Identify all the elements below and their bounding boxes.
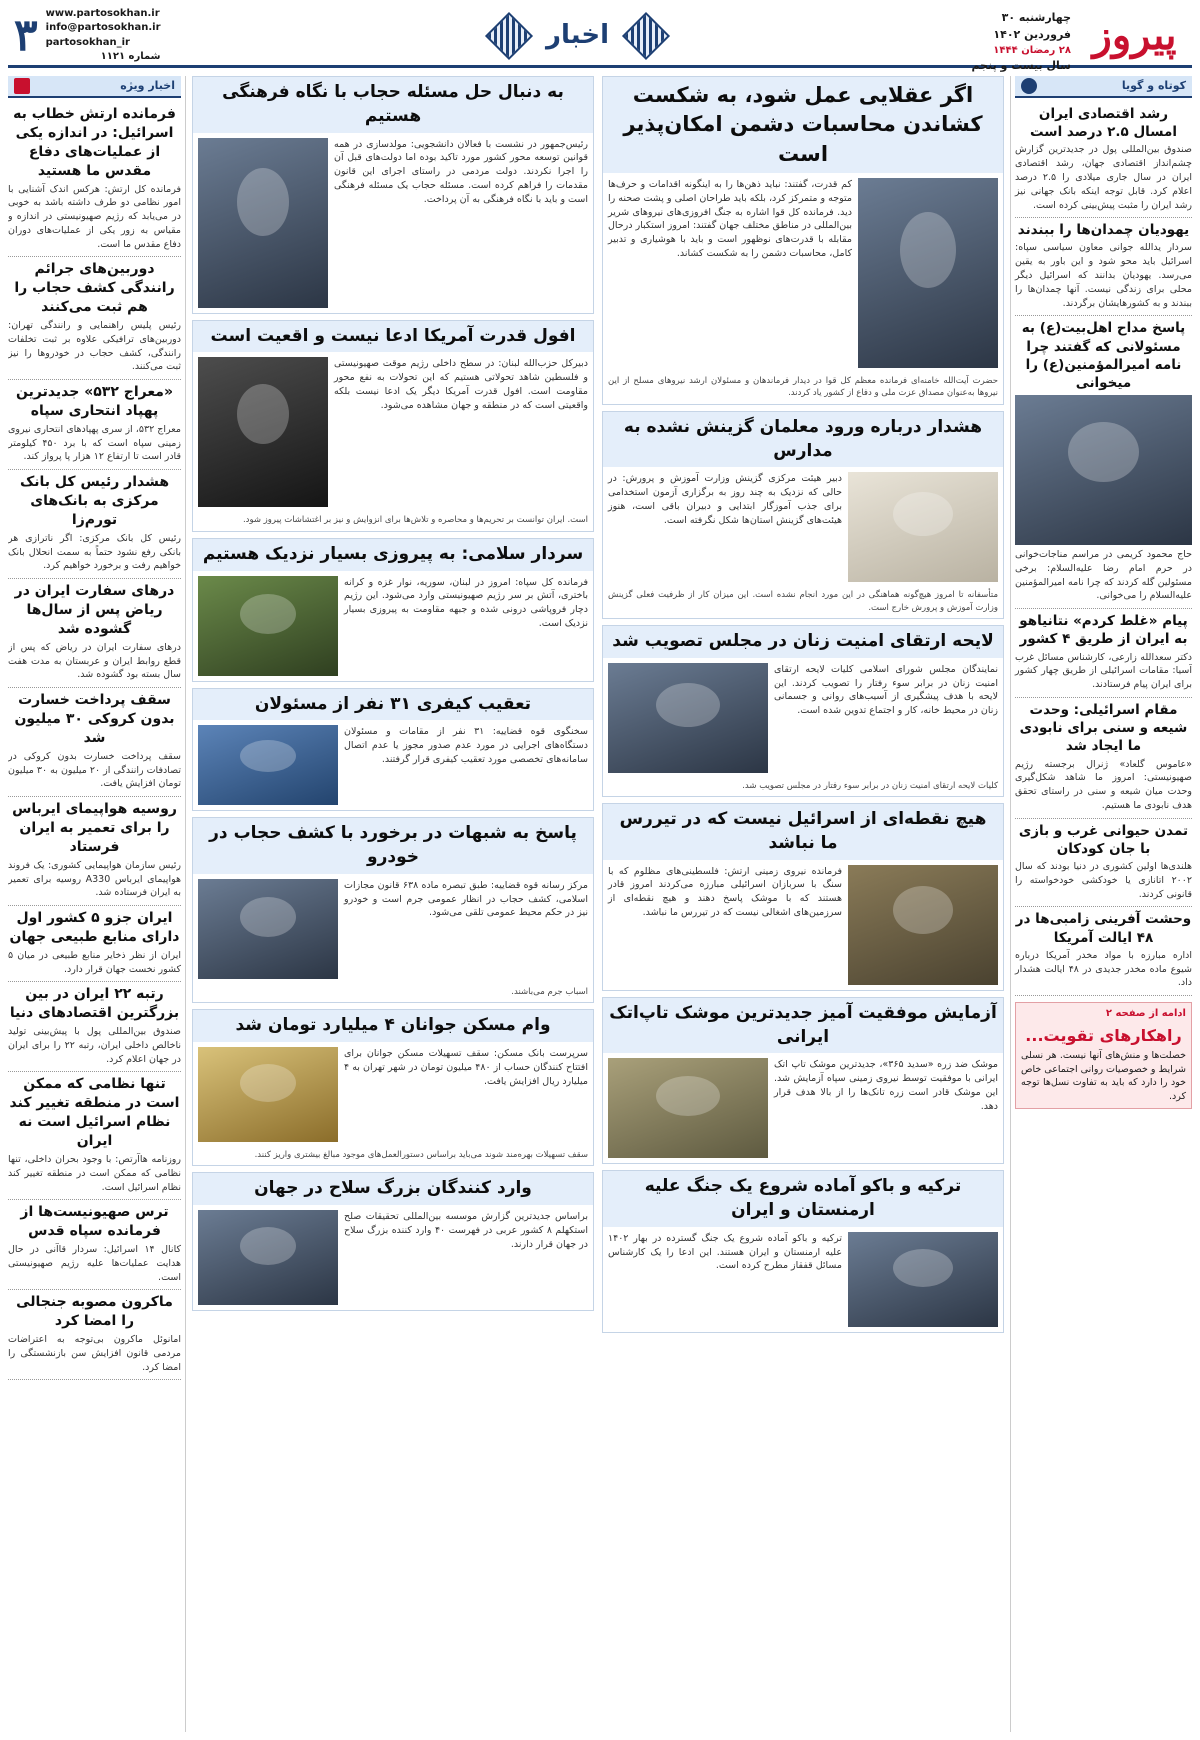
volume-year: سال بیست و پنجم [971, 59, 1071, 72]
issue-number: شماره ۱۱۲۱ [100, 51, 161, 62]
story-text: سرپرست بانک مسکن: سقف تسهیلات مسکن جوانان برای افتتاح کنندگان حساب از ۴۸۰ میلیون تومان در شهر تهران به ۴ میلیارد ریال افزایش یافت. [344, 1048, 588, 1087]
brief-title: سقف پرداخت خسارت بدون کروکی ۳۰ میلیون شد [14, 692, 175, 746]
news-story[interactable] [602, 1170, 1004, 1333]
brief-item[interactable] [8, 1200, 181, 1290]
story-text: فرمانده کل سپاه: امروز در لبنان، سوریه، نوار غزه و کرانه باختری، آتش بر سر رژیم صهیونیستی وارد می‌شود. این رژیم دچار فروپاشی درونی شده و جبهه مقاومت به پیروزی بسیار نزدیک است. [344, 576, 588, 629]
tv-expert-photo [848, 1232, 998, 1327]
brief-text: دکتر سعدالله زارعی، کارشناس مسائل غرب آسیا: مقامات اسرائیلی از طریق چهار کشور برای ایران پیام فرستادند. [1015, 651, 1192, 691]
brief-text: معراج ۵۳۲، از سری پهپادهای انتحاری نیروی زمینی سپاه است که با برد ۴۵۰ کیلومتر قادر است تا ارتفاع ۱۲ هزار پا پرواز کند. [8, 423, 181, 463]
special-news-column [8, 76, 186, 1732]
continued-title: راهکارهای تقویت... [1025, 1025, 1182, 1045]
brief-title: مقام اسرائیلی: وحدت شیعه و سنی برای نابودی ما ایجاد شد [1019, 701, 1188, 755]
column-header [8, 76, 181, 98]
story-text: براساس جدیدترین گزارش موسسه بین‌المللی تحقیقات صلح استکهلم ۸ کشور عربی در فهرست ۴۰ وارد کننده بزرگ سلاح در جهان قرار دارند. [344, 1211, 588, 1250]
news-story[interactable] [192, 538, 594, 682]
news-story[interactable] [602, 411, 1004, 619]
brief-text: رئیس سازمان هواپیمایی کشوری: یک فروند هواپیمای ایرباس A330 روسیه برای تعمیر به ایران فرستاده شد. [8, 859, 181, 899]
continued-text: خصلت‌ها و منش‌های آنها نیست. هر نسلی شرایط و خصوصیات روانی اجتماعی خاص خود را دارد که باید به تفاوت نسل‌ها توجه کرد. [1021, 1049, 1186, 1103]
story-headline: هشدار درباره ورود معلمان گزینش نشده به مدارس [603, 412, 1003, 468]
page-number: ۳ [14, 9, 38, 61]
story-headline: وارد کنندگان بزرگ سلاح در جهان [193, 1173, 593, 1205]
car-driver-photo [198, 879, 338, 979]
section-banner [208, 6, 947, 65]
brief-title: تمدن حیوانی غرب و بازی با جان کودکان [1018, 822, 1189, 857]
news-story[interactable] [192, 1009, 594, 1166]
brief-title: یهودیان چمدان‌ها را ببندند [1017, 222, 1190, 239]
brief-text: رئیس کل بانک مرکزی: اگر ناترازی هر بانکی رفع نشود حتماً به سمت انحلال بانک خواهیم رفت و برخورد خواهیم کرد. [8, 532, 181, 572]
brief-title: رشد اقتصادی ایران امسال ۲.۵ درصد است [1030, 106, 1177, 141]
story-text: نمایندگان مجلس شورای اسلامی کلیات لایحه ارتقای امنیت زنان در برابر سوء رفتار را تصویب کردند. این لایحه با هدف پیشگیری از آسیب‌های روانی و جسمانی زنان در محیط خانه، کار و اجتماع تدوین شده است. [774, 663, 998, 717]
brief-text: سقف پرداخت خسارت بدون کروکی در تصادفات رانندگی از ۲۰ میلیون به ۳۰ میلیون تومان افزایش یافت. [8, 750, 181, 790]
contact-block [8, 6, 208, 65]
missile-vehicle-photo [608, 1058, 768, 1158]
story-text: دبیر هیئت مرکزی گزینش وزارت آموزش و پرورش: در حالی که نزدیک به چند روز به برگزاری آزمون استخدامی برای جذب آموزگار ابتدایی و دبیران باقی است، هنوز هیئت‌های گزینش استان‌ها شکل نگرفته است. [608, 473, 842, 526]
brief-title: فرمانده ارتش خطاب به اسرائیل: در اندازه یکی از عملیات‌های دفاع مقدس ما هستید [13, 106, 176, 179]
news-story[interactable] [192, 688, 594, 812]
brief-text: فرمانده کل ارتش: هرکس اندک آشنایی با امور نظامی دو طرف داشته باشد به خوبی در می‌یابد که رژیم صهیونیستی در اندازه و مقیاس به زور یکی از عملیات‌های دوران دفاع مقدس ما است. [8, 183, 181, 250]
column-header [1015, 76, 1192, 98]
brief-text: صندوق بین‌المللی پول با پیش‌بینی تولید ناخالص داخلی ایران، رتبه ۲۲ را برای ایران در جهان اعلام کرد. [8, 1026, 182, 1065]
brief-text: سردار یدالله جوانی معاون سیاسی سپاه: اسرائیل باید محو شود و این باور به یقین می‌رسد. یهودیان بدانند که اسرائیل دیگر محلی برای زندگی نیست. آنها چمدان‌ها را ببندند و به کشورهایشان برگردند. [1015, 242, 1192, 309]
story-column-b [192, 76, 594, 1732]
story-headline: لایحه ارتقای امنیت زنان در مجلس تصویب شد [603, 626, 1003, 658]
section-title: اخبار [546, 19, 609, 50]
story-text: دبیرکل حزب‌الله لبنان: در سطح داخلی رژیم موقت صهیونیستی و فلسطین شاهد تحولاتی هستیم که این تحولات به نفع محور مقاومت است. افول قدرت آمریکا دیگر یک ادعا نیست بلکه واقعیتی است که در منطقه و جهان مشاهده می‌شود. [334, 358, 588, 411]
brief-text: هلندی‌ها اولین کشوری در دنیا بودند که سال ۲۰۰۲ اتانازی یا خودکشی خودخواسته را قانونی کردند. [1015, 861, 1192, 900]
brief-item[interactable] [8, 470, 181, 579]
brief-item[interactable] [1015, 316, 1192, 609]
brief-item[interactable] [1015, 102, 1192, 218]
brief-text: درهای سفارت ایران در ریاض که پس از قطع روابط ایران و عربستان به مدت هفت سال بسته بود گشوده شد. [8, 641, 181, 681]
story-column-a [602, 76, 1004, 1732]
story-text: کم قدرت، گفتند: نباید ذهن‌ها را به اینگونه اقدامات و حرف‌ها متوجه و متمرکز کرد، بلکه باید طراحان اصلی و پشت صحنه را دید. فرمانده کل قوا اشاره به جنگ افروزی‌های نیروهای شریر بین‌المللی در مناطق مختلف جهان گفتند: امروز استکبار درحال مقابله با قدرت‌های نوظهور است و باید با هوشیاری و تدبیر کامل، محاسبات دشمن را به شکست کشاند. [608, 179, 852, 259]
brief-title: ترس صهیونیست‌ها از فرمانده سپاه قدس [20, 1204, 169, 1240]
news-story[interactable] [192, 817, 594, 1003]
news-story[interactable] [192, 320, 594, 532]
news-story[interactable] [602, 997, 1004, 1165]
brief-text: حاج محمود کریمی در مراسم مناجات‌خوانی در حرم امام رضا علیه‌السلام: برخی مسئولین گله کردند که چرا نامه امیرالمؤمنین علیه‌السلام را می‌خوانی. [1015, 549, 1192, 602]
exam-sheet-photo [848, 472, 998, 582]
brief-title: وحشت آفرینی زامبی‌ها در ۴۸ ایالت آمریکا [1015, 911, 1192, 946]
newspaper-logo [1077, 6, 1192, 65]
judiciary-spokesman-photo [198, 725, 338, 805]
leader-photo [858, 178, 998, 368]
email-link[interactable]: info@partosokhan.ir [45, 22, 161, 33]
brief-text: صندوق بین‌المللی پول در جدیدترین گزارش چشم‌انداز اقتصادی جهان، رشد اقتصادی ایران در سال جاری میلادی را ۲.۵ درصد اعلام کرد. قابل توجه اینکه بانک جهانی نیز رشد ایران را مثبت پیش‌بینی کرده است. [1015, 144, 1192, 211]
brief-title: روسیه هواپیمای ایرباس را برای تعمیر به ایران فرستاد [12, 801, 177, 855]
brief-text: روزنامه هاآرتص: با وجود بحران داخلی، تنها نظامی که ممکن است در منطقه تغییر کند نظام اسرائیل است. [8, 1154, 181, 1193]
story-headline: به دنبال حل مسئله حجاب با نگاه فرهنگی هستیم [193, 77, 593, 133]
brief-title: «معراج ۵۳۲» جدیدترین پهپاد انتحاری سپاه [16, 384, 173, 420]
date-lunar: ۲۸ رمضان ۱۴۴۴ [993, 45, 1071, 56]
news-story[interactable] [602, 625, 1004, 797]
brief-title: تنها نظامی که ممکن است در منطقه تغییر کند نظام اسرائیل است نه ایران [9, 1076, 180, 1150]
brief-item[interactable] [8, 257, 181, 380]
photo-caption: کلیات لایحه ارتقای امنیت زنان در برابر سوء رفتار در مجلس تصویب شد. [742, 780, 998, 791]
story-text: سخنگوی قوه قضاییه: ۳۱ نفر از مقامات و مسئولان دستگاه‌های اجرایی در مورد عدم صدور مجوز یا عدم اتصال سامانه‌های تخصصی مورد تعقیب کیفری قرار گرفتند. [344, 726, 588, 765]
lead-story[interactable] [602, 76, 1004, 405]
house-coins-photo [198, 1047, 338, 1142]
brief-title: پیام «غلط کردم» نتانیاهو به ایران از طریق ۴ کشور [1019, 613, 1188, 648]
date-block [947, 6, 1077, 72]
brief-text: «عاموس گلعاد» ژنرال برجسته رژیم صهیونیستی: امروز ما شاهد شکل‌گیری وحدت میان شیعه و سنی در راستای تحقق هدف نابودی ما هستیم. [1015, 758, 1192, 811]
column-title: اخبار ویژه [120, 79, 175, 93]
hezbollah-leader-photo [198, 357, 328, 507]
brief-title: ماکرون مصوبه جنجالی را امضا کرد [16, 1294, 173, 1330]
brief-item[interactable] [1015, 819, 1192, 908]
logo-text: پیروز [1092, 11, 1177, 59]
continued-article[interactable] [1015, 1002, 1192, 1109]
story-headline: ترکیه و باکو آماده شروع یک جنگ علیه ارمنستان و ایران [603, 1171, 1003, 1227]
brief-item[interactable] [8, 380, 181, 470]
bullet-icon [1021, 78, 1037, 94]
commander-photo [848, 865, 998, 985]
story-continued: است. ایران توانست بر تحریم‌ها و محاصره و تلاش‌ها برای انزوایش و نیز بر اغتشاشات پیروز شود. [242, 515, 588, 526]
social-handle[interactable]: partosokhan_ir [45, 36, 130, 48]
story-text: ترکیه و باکو آماده شروع یک جنگ گسترده در بهار ۱۴۰۲ علیه ارمنستان و ایران هستند. این ادعا را یک کارشناس مسائل قفقاز مطرح کرده است. [608, 1232, 842, 1272]
brief-item[interactable] [8, 982, 181, 1072]
story-headline: سردار سلامی: به پیروزی بسیار نزدیک هستیم [193, 539, 593, 571]
story-continued: متأسفانه تا امروز هیچ‌گونه هماهنگی در این مورد انجام نشده است. این میزان کار از ظرفیت فعلی گزینش وزارت آموزش و پرورش خارج است. [608, 590, 998, 613]
short-news-column [1010, 76, 1192, 1732]
story-headline: اگر عقلایی عمل شود، به شکست کشاندن محاسبات دشمن امکان‌پذیر است [603, 77, 1003, 173]
story-headline: پاسخ به شبهات در برخورد با کشف حجاب در خودرو [193, 818, 593, 874]
story-headline: آزمایش موفقیت آمیز جدیدترین موشک تاپ‌اتک ایرانی [603, 998, 1003, 1054]
president-photo [198, 138, 328, 308]
brief-text: کانال ۱۴ اسرائیل: سردار قاآنی در حال هدایت عملیات‌ها علیه رژیم صهیونیستی است. [8, 1244, 181, 1283]
brief-item[interactable] [1015, 907, 1192, 996]
brief-title: هشدار رئیس کل بانک مرکزی به بانک‌های تورم‌زا [19, 474, 170, 528]
ornament-icon [485, 11, 533, 59]
story-continued: اسباب جرم می‌باشند. [511, 986, 588, 997]
brief-item[interactable] [1015, 218, 1192, 316]
bullet-icon [14, 78, 30, 94]
masthead [8, 6, 1192, 72]
brief-text: ایران از نظر ذخایر منابع طبیعی در میان ۵ کشور نخست جهان قرار دارد. [8, 949, 181, 975]
story-text: موشک ضد زره «سدید ۳۶۵»، جدیدترین موشک تاپ اتک ایرانی با موفقیت توسط نیروی زمینی سپاه آزمایش شد. این موشک قادر است زره تانک‌ها را از بالا هدف قرار دهد. [774, 1059, 999, 1112]
photo-caption: حضرت آیت‌الله خامنه‌ای فرمانده معظم کل قوا در دیدار فرماندهان و مسئولان ارشد نیروهای مسلح از این نیروها به‌عنوان مصداق عزت ملی و دفاع از کشور یاد کردند. [608, 376, 998, 399]
continued-label: ادامه از صفحه ۲ [1105, 1008, 1186, 1020]
story-continued: سقف تسهیلات بهره‌مند شوند می‌باید براساس دستورالعمل‌های موجود مبالغ بیشتری واریز کنند. [254, 1150, 588, 1160]
brief-title: درهای سفارت ایران در ریاض پس از سال‌ها گشوده شد [14, 583, 175, 637]
brief-item[interactable] [8, 1290, 181, 1380]
news-story[interactable] [192, 76, 594, 314]
website-link[interactable]: www.partosokhan.ir [45, 7, 160, 19]
brief-item[interactable] [8, 102, 181, 257]
brief-text: رئیس پلیس راهنمایی و رانندگی تهران: دوربین‌های ترافیکی علاوه بر ثبت تخلفات رانندگی، کشف حجاب در خودروها را نیز ثبت می‌کنند. [8, 320, 181, 373]
brief-text: امانوئل ماکرون بی‌توجه به اعتراضات مردمی قانون افزایش سن بازنشستگی را امضا کرد. [8, 1334, 181, 1373]
story-text: رئیس‌جمهور در نشست با فعالان دانشجویی: مولدسازی در همه قوانین توسعه محور کشور مورد تاکید بوده اما دولت‌های قبل آن را اجرا نکردند. دولت مردمی در راستای اجرای این قانون مقدمات را فراهم کرده است. مسئله حجاب یک مسئله فرهنگی است و باید با نگاه فرهنگی به آن پرداخت. [334, 138, 588, 205]
brief-item[interactable] [8, 579, 181, 688]
story-headline: وام مسکن جوانان ۴ میلیارد تومان شد [193, 1010, 593, 1042]
main-news-area [192, 76, 1004, 1732]
brief-item[interactable] [1015, 698, 1192, 819]
brief-item[interactable] [8, 1072, 181, 1200]
brief-item[interactable] [1015, 609, 1192, 698]
story-text: فرمانده نیروی زمینی ارتش: فلسطینی‌های مظلوم که با سنگ با سربازان اسرائیلی مبارزه می‌کردند امروز قادر هستند که با موشک پاسخ دهند و هیچ نقطه‌ای از سرزمین‌های اشغالی نیست که در تیررس ما نباشد. [608, 865, 842, 919]
parliament-photo [608, 663, 768, 773]
brief-title: پاسخ مداح اهل‌بیت(ع) به مسئولانی که گفتند چرا نامه امیرالمؤمنین(ع) را میخوانی [1021, 320, 1186, 391]
salami-photo [198, 576, 338, 676]
news-story[interactable] [602, 803, 1004, 991]
brief-text: اداره مبارزه با مواد مخدر آمریکا درباره شیوع ماده مخدر جدیدی در ۴۸ ایالت هشدار داد. [1015, 949, 1192, 989]
story-headline: هیچ نقطه‌ای از اسرائیل نیست که در تیررس ما نباشد [603, 804, 1003, 860]
news-story[interactable] [192, 1172, 594, 1311]
eulogist-photo [1015, 395, 1192, 545]
story-headline: تعقیب کیفری ۳۱ نفر از مسئولان [193, 689, 593, 721]
brief-item[interactable] [8, 906, 181, 982]
brief-title: دوربین‌های جرائم رانندگی کشف حجاب را هم ثبت می‌کنند [14, 261, 175, 316]
brief-item[interactable] [8, 797, 181, 906]
ornament-icon [622, 11, 670, 59]
brief-item[interactable] [8, 688, 181, 797]
weapons-fair-photo [198, 1210, 338, 1305]
brief-title: ایران جزو ۵ کشور اول دارای منابع طبیعی جهان [9, 910, 180, 945]
column-title: کوتاه و گویا [1121, 79, 1186, 93]
story-text: مرکز رسانه قوه قضاییه: طبق تبصره ماده ۶۳۸ قانون مجازات اسلامی، کشف حجاب در انظار عمومی جرم است و خودرو نیز در حکم محیط عمومی تلقی می‌شود. [344, 879, 588, 919]
story-headline: افول قدرت آمریکا ادعا نیست و اقعیت است [193, 321, 593, 353]
brief-title: رتبه ۲۲ ایران در بین بزرگترین اقتصادهای دنیا [9, 986, 180, 1022]
date-solar: چهارشنبه ۳۰ فروردین ۱۴۰۲ [993, 11, 1071, 41]
